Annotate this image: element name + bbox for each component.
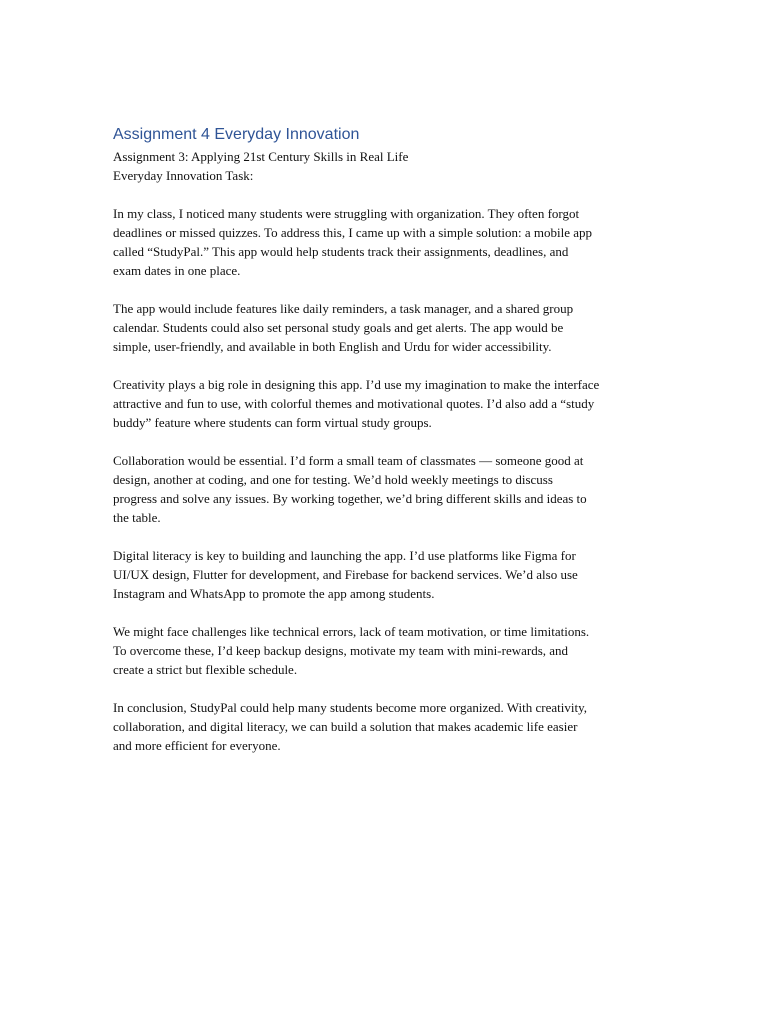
- text-line: collaboration, and digital literacy, we can build a solution that makes academic life easier: [113, 719, 578, 734]
- text-line: calendar. Students could also set personal study goals and get alerts. The app would be: [113, 320, 564, 335]
- text-line: In conclusion, StudyPal could help many students become more organized. With creativity,: [113, 700, 587, 715]
- text-line: and more efficient for everyone.: [113, 738, 281, 753]
- text-line: attractive and fun to use, with colorful themes and motivational quotes. I’d also add a “study: [113, 396, 595, 411]
- text-line: exam dates in one place.: [113, 263, 241, 278]
- text-line: create a strict but flexible schedule.: [113, 662, 298, 677]
- text-line: the table.: [113, 510, 161, 525]
- document-body: [113, 124, 658, 774]
- text-line: buddy” feature where students can form virtual study groups.: [113, 415, 432, 430]
- paragraph-conclusion: [113, 698, 658, 755]
- text-line: deadlines or missed quizzes. To address this, I came up with a simple solution: a mobile app: [113, 225, 593, 240]
- task-label: Everyday Innovation Task:: [113, 168, 254, 183]
- text-line: Instagram and WhatsApp to promote the app among students.: [113, 586, 435, 601]
- document-header: [113, 147, 658, 185]
- paragraph-challenges: [113, 622, 658, 679]
- text-line: simple, user-friendly, and available in both English and Urdu for wider accessibility.: [113, 339, 552, 354]
- paragraph-creativity: [113, 375, 658, 432]
- paragraph-features: [113, 299, 658, 356]
- text-line: To overcome these, I’d keep backup designs, motivate my team with mini-rewards, and: [113, 643, 569, 658]
- text-line: Digital literacy is key to building and launching the app. I’d use platforms like Figma for: [113, 548, 576, 563]
- text-line: design, another at coding, and one for testing. We’d hold weekly meetings to discuss: [113, 472, 553, 487]
- text-line: UI/UX design, Flutter for development, and Firebase for backend services. We’d also use: [113, 567, 578, 582]
- paragraph-collaboration: [113, 451, 658, 527]
- text-line: progress and solve any issues. By working together, we’d bring different skills and ideas to: [113, 491, 587, 506]
- text-line: Collaboration would be essential. I’d form a small team of classmates — someone good at: [113, 453, 584, 468]
- document-title: Assignment 4 Everyday Innovation: [113, 126, 360, 143]
- paragraph-digital-literacy: [113, 546, 658, 603]
- paragraph-intro: [113, 204, 658, 280]
- text-line: Creativity plays a big role in designing this app. I’d use my imagination to make the interface: [113, 377, 600, 392]
- text-line: In my class, I noticed many students were struggling with organization. They often forgot: [113, 206, 580, 221]
- text-line: called “StudyPal.” This app would help students track their assignments, deadlines, and: [113, 244, 569, 259]
- text-line: We might face challenges like technical errors, lack of team motivation, or time limitations.: [113, 624, 590, 639]
- text-line: The app would include features like daily reminders, a task manager, and a shared group: [113, 301, 574, 316]
- assignment-subtitle: Assignment 3: Applying 21st Century Skills in Real Life: [113, 149, 409, 164]
